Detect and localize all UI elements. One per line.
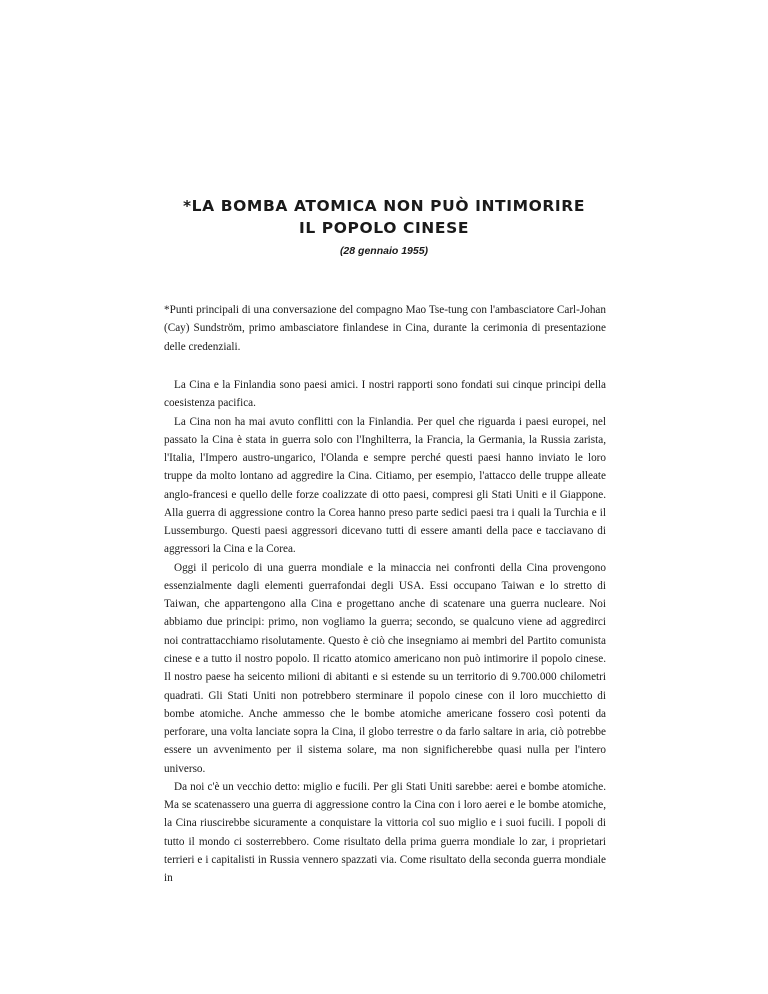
paragraph-2: La Cina non ha mai avuto conflitti con la Finlandia. Per quel che riguarda i paesi europei, nel passato la Cina è stata in guerra solo con l'Inghilterra, la Francia, la Germania, la Russia zarista, l'Italia, l'Impero austro-ungarico, l'Olanda e sempre perché questi paesi hanno inviato le loro truppe da molto lontano ad aggredire la Cina. Citiamo, per esempio, l'attacco delle truppe alleate anglo-francesi e quello delle forze coalizzate di otto paesi, compresi gli Stati Uniti e il Giappone. Alla guerra di aggressione contro la Corea hanno preso parte sedici paesi tra i quali la Turchia e il Lussemburgo. Questi paesi aggressori dicevano tutti di essere amanti della pace e tacciavano di aggressori la Cina e la Corea. (164, 415, 606, 556)
document-date: (28 gennaio 1955) (339, 245, 429, 257)
paragraph-4: Da noi c'è un vecchio detto: miglio e fucili. Per gli Stati Uniti sarebbe: aerei e bombe atomiche. Ma se scatenassero una guerra di aggressione contro la Cina con i loro aerei e le bombe atomiche, la Cina riuscirebbe sicuramente a conquistare la vittoria col suo miglio e i suoi fucili. I popoli di tutto il mondo ci sosterrebbero. Come risultato della prima guerra mondiale lo zar, i proprietari terrieri e i capitalisti in Russia vennero spazzati via. Come risultato della seconda guerra mondiale in (164, 780, 606, 885)
footnote: *Punti principali di una conversazione del compagno Mao Tse-tung con l'ambasciatore Carl-Johan (Cay) Sundström, primo ambasciatore finlandese in Cina, durante la cerimonia di presentazione delle credenziali. (164, 304, 606, 353)
page-title-line-2: IL POPOLO CINESE (298, 219, 470, 237)
page-title-line-1: *LA BOMBA ATOMICA NON PUÒ INTIMORIRE (182, 197, 586, 215)
paragraph-1: La Cina e la Finlandia sono paesi amici. I nostri rapporti sono fondati sui cinque principi della coesistenza pacifica. (164, 379, 606, 410)
paragraph-3: Oggi il pericolo di una guerra mondiale e la minaccia nei confronti della Cina provengono essenzialmente dagli elementi guerrafondai degli USA. Essi occupano Taiwan e lo stretto di Taiwan, che appartengono alla Cina e progettano anche di scatenare una guerra nucleare. Noi abbiamo due principi: primo, non vogliamo la guerra; secondo, se qualcuno viene ad aggredirci noi contrattacchiamo risolutamente. Questo è ciò che insegniamo ai membri del Partito comunista cinese e a tutto il nostro popolo. Il ricatto atomico americano non può intimorire il popolo cinese. Il nostro paese ha seicento milioni di abitanti e si estende su un territorio di 9.700.000 chilometri quadrati. Gli Stati Uniti non potrebbero sterminare il popolo cinese con il loro mucchietto di bombe atomiche. Anche ammesso che le bombe atomiche americane fossero così potenti da perforare, una volta lanciate sopra la Cina, il globo terrestre o da farlo saltare in aria, ciò potrebbe essere un avvenimento per il sistema solare, ma non significherebbe quasi nulla per l'intero universo. (164, 561, 606, 775)
body-text (164, 376, 606, 887)
